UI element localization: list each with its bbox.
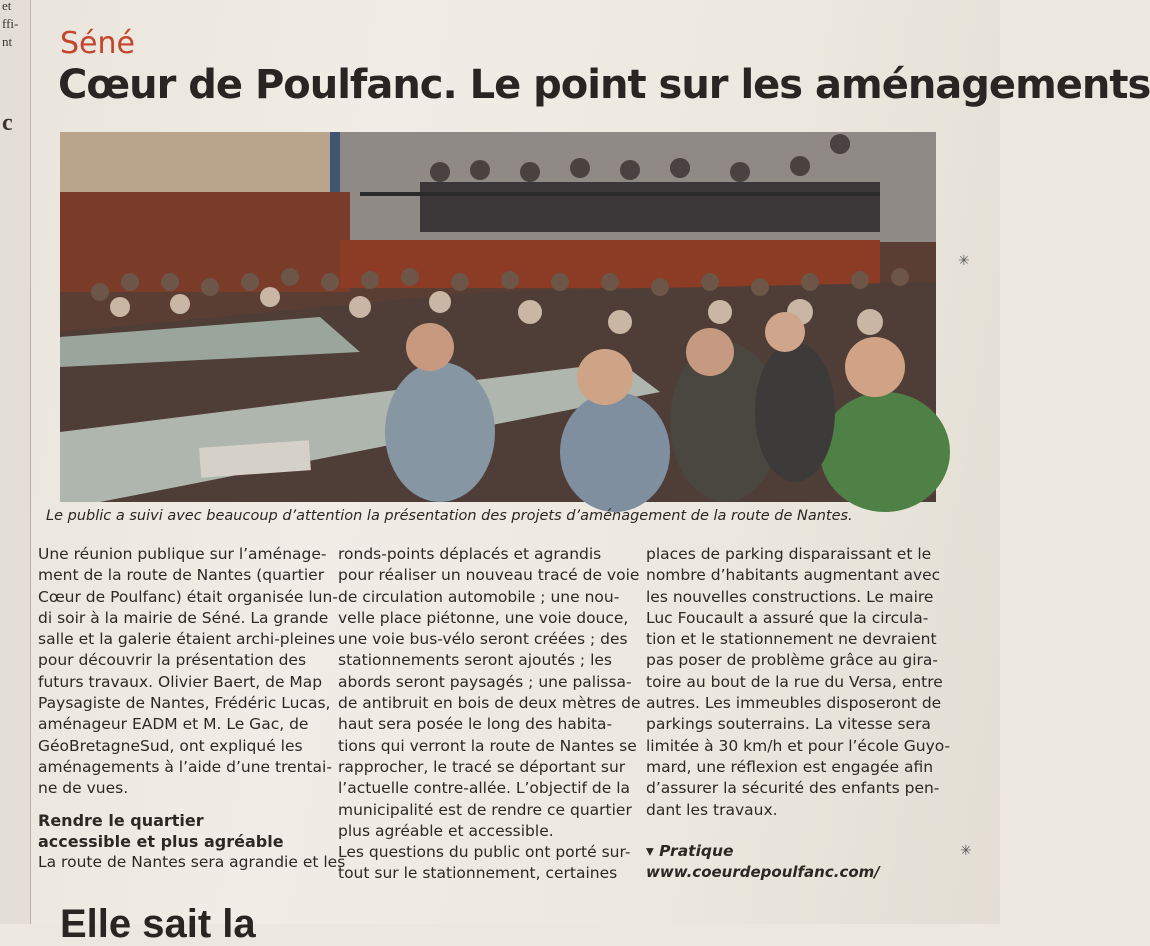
body-line: tions qui verront la route de Nantes se	[338, 736, 637, 755]
photo-caption: Le public a suivi avec beaucoup d’attention la présentation des projets d’aménagement de la route de Nantes.	[46, 508, 853, 524]
body-line: une voie bus-vélo seront créées ; des	[338, 630, 628, 649]
body-line: aménageur EADM et M. Le Gac, de	[38, 715, 309, 734]
article-column-1	[38, 544, 346, 873]
body-line: Les questions du public ont porté sur-	[338, 843, 631, 862]
body-line: La route de Nantes sera agrandie et les	[38, 853, 346, 872]
body-line: pour réaliser un nouveau tracé de voie	[338, 566, 640, 585]
body-line: stationnements seront ajoutés ; les	[338, 651, 612, 670]
body-line: pour découvrir la présentation des	[38, 651, 307, 670]
article-column-2	[338, 544, 641, 885]
body-line: haut sera posée le long des habita-	[338, 715, 613, 734]
pratique-label: ▾ Pratique	[646, 841, 734, 860]
body-line: tout sur le stationnement, certaines	[338, 864, 618, 883]
body-line: ronds-points déplacés et agrandis	[338, 545, 602, 563]
meeting-room-illustration	[60, 132, 936, 502]
article-column-3	[646, 544, 951, 883]
body-line: municipalité est de rendre ce quartier	[338, 800, 632, 819]
body-line: places de parking disparaissant et le	[646, 545, 932, 563]
next-article-headline-fragment: Elle sait la	[60, 902, 256, 946]
body-line: de circulation automobile ; une nou-	[338, 587, 620, 606]
body-line: limitée à 30 km/h et pour l’école Guyo-	[646, 736, 951, 755]
body-line: aménagements à l’aide d’une trentai-	[38, 757, 332, 776]
body-line: d’assurer la sécurité des enfants pen-	[646, 779, 940, 798]
body-line: rapprocher, le tracé se déportant sur	[338, 757, 626, 776]
article-headline: Cœur de Poulfanc. Le point sur les aménagements	[58, 62, 1150, 108]
body-line: ment de la route de Nantes (quartier	[38, 566, 325, 585]
section-subhead: accessible et plus agréable	[38, 831, 284, 851]
body-line: nombre d’habitants augmentant avec	[646, 566, 941, 585]
body-line: mard, une réflexion est engagée afin	[646, 757, 934, 776]
body-line: GéoBretagneSud, ont expliqué les	[38, 736, 303, 755]
body-line: dant les travaux.	[646, 800, 778, 819]
body-line: plus agréable et accessible.	[338, 821, 554, 840]
article-kicker: Séné	[60, 26, 135, 61]
body-line: futurs travaux. Olivier Baert, de Map	[38, 672, 323, 691]
strip-fragment: et	[2, 0, 12, 13]
decorative-star-icon: ✳	[960, 842, 972, 858]
body-line: ne de vues.	[38, 779, 129, 798]
body-line: salle et la galerie étaient archi-pleines	[38, 630, 336, 649]
body-line: pas poser de problème grâce au gira-	[646, 651, 939, 670]
decorative-star-icon: ✳	[958, 252, 970, 268]
body-line: les nouvelles constructions. Le maire	[646, 587, 934, 606]
body-line: Luc Foucault a assuré que la circula-	[646, 608, 929, 627]
body-line: di soir à la mairie de Séné. La grande	[38, 608, 329, 627]
article-photo	[60, 132, 936, 502]
body-line: Une réunion publique sur l’aménage-	[38, 545, 327, 563]
body-line: Cœur de Poulfanc) était organisée lun-	[38, 587, 338, 606]
body-line: de antibruit en bois de deux mètres de	[338, 694, 641, 713]
body-line: velle place piétonne, une voie douce,	[338, 608, 629, 627]
body-line: autres. Les immeubles disposeront de	[646, 694, 942, 713]
strip-fragment: c	[2, 110, 13, 136]
body-line: tion et le stationnement ne devraient	[646, 630, 937, 649]
body-line: toire au bout de la rue du Versa, entre	[646, 672, 943, 691]
body-line: abords seront paysagés ; une palissa-	[338, 672, 632, 691]
body-line: l’actuelle contre-allée. L’objectif de la	[338, 779, 630, 798]
body-line: Paysagiste de Nantes, Frédéric Lucas,	[38, 694, 331, 713]
strip-fragment: ffi-	[2, 16, 19, 31]
pratique-url: www.coeurdepoulfanc.com/	[646, 863, 880, 882]
body-line: parkings souterrains. La vitesse sera	[646, 715, 931, 734]
strip-fragment: nt	[2, 34, 13, 49]
previous-column-strip	[0, 0, 31, 924]
section-subhead: Rendre le quartier	[38, 810, 204, 830]
